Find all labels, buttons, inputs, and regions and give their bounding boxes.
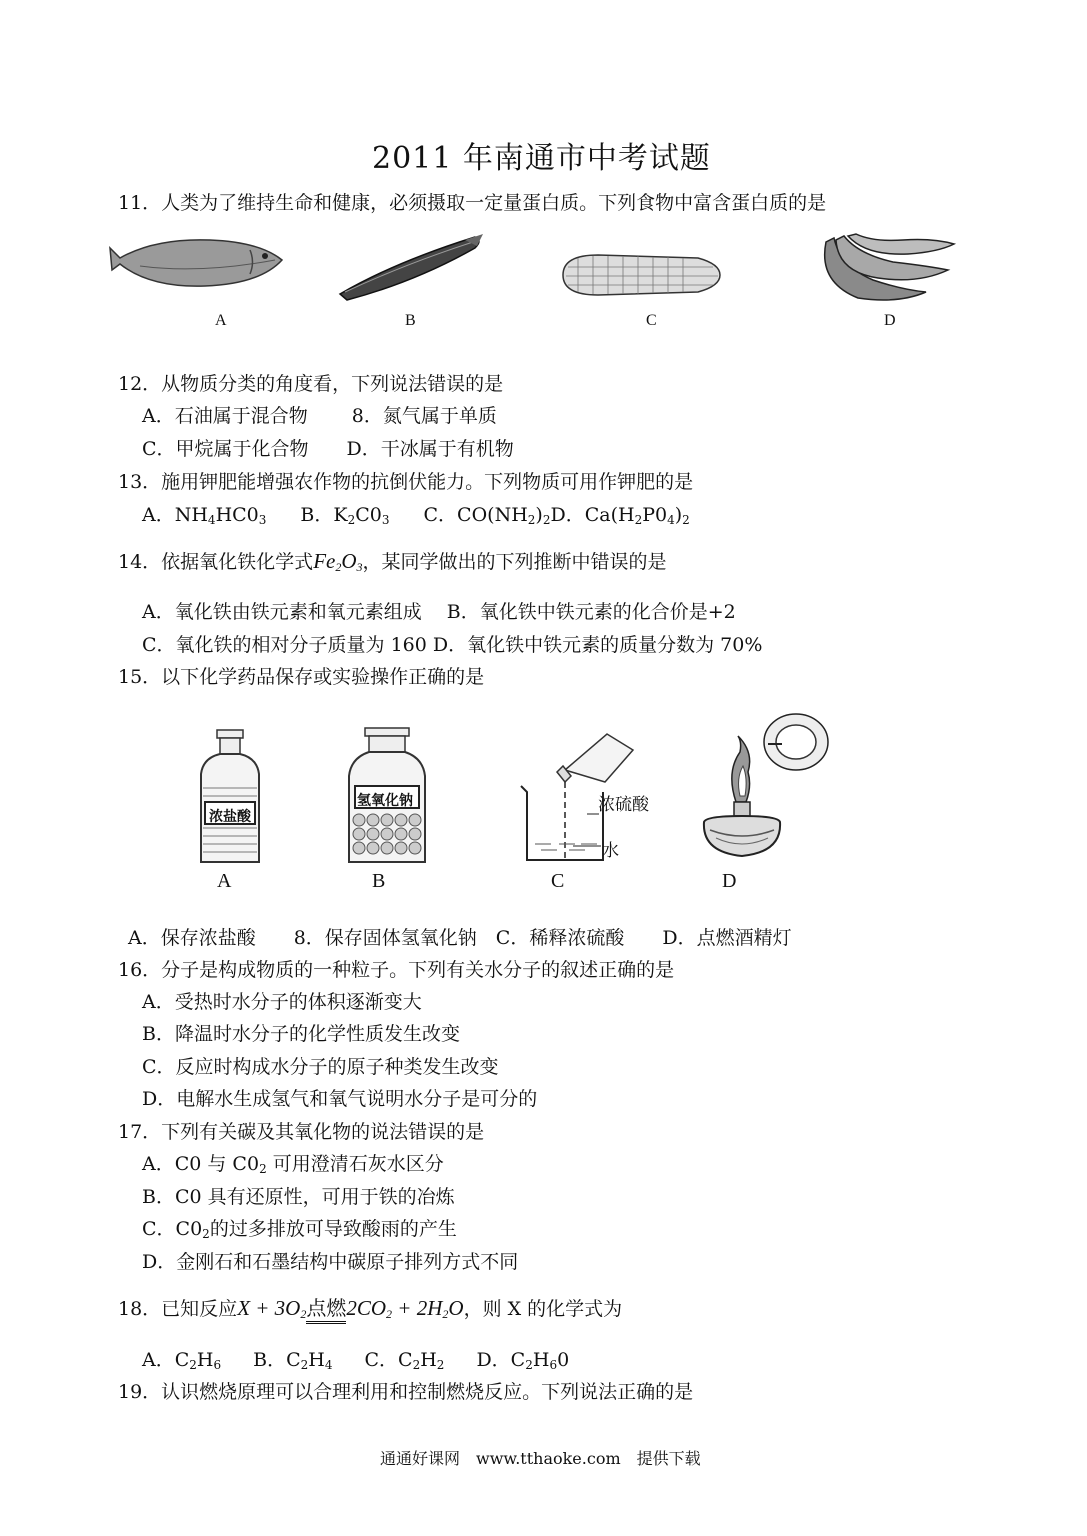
question-18-options: A．$C_2H_6$ B．$C_2H_4$ C．$C_2H_2$ D．$C_2H_60$ xyxy=(142,1349,570,1372)
question-16-option-a: A．受热时水分子的体积逐渐变大 xyxy=(142,991,422,1013)
question-14-stem: 14．依据氧化铁化学式$Fe_2O_3$，某同学做出的下列推断中错误的是 xyxy=(118,549,667,574)
question-17-stem: 17．下列有关碳及其氧化物的说法错误的是 xyxy=(118,1121,485,1143)
question-15-options: A．保存浓盐酸 8．保存固体氢氧化钠 C．稀释浓硫酸 D．点燃酒精灯 xyxy=(128,927,792,949)
image-label-d: D xyxy=(884,312,896,329)
question-17-option-b: B．C0 具有还原性，可用于铁的冶炼 xyxy=(142,1186,455,1208)
page-footer: 通通好课网 www.tthaoke.com 提供下载 xyxy=(380,1449,701,1468)
corn-image xyxy=(558,250,723,300)
bottle-a-label: 浓盐酸 xyxy=(209,809,251,825)
question-12-stem: 12．从物质分类的角度看，下列说法错误的是 xyxy=(118,373,504,395)
question-16-option-c: C．反应时构成水分子的原子种类发生改变 xyxy=(142,1056,499,1078)
question-14-options-1: A．氧化铁由铁元素和氧元素组成 B．氧化铁中铁元素的化合价是+2 xyxy=(142,601,736,623)
question-11-stem: 11．人类为了维持生命和健康，必须摄取一定量蛋白质。下列食物中富含蛋白质的是 xyxy=(118,192,827,214)
alcohol-lamp xyxy=(696,712,836,862)
question-19-stem: 19．认识燃烧原理可以合理利用和控制燃烧反应。下列说法正确的是 xyxy=(118,1381,694,1403)
apparatus-label-a: A xyxy=(217,870,232,892)
apparatus-label-b: B xyxy=(372,870,386,892)
question-13-stem: 13．施用钾肥能增强农作物的抗倒伏能力。下列物质可用作钾肥的是 xyxy=(118,471,694,493)
question-13-options: A．$NH_4HC0_3$ B．$K_2C0_3$ C．$CO(NH_2)_2D$．$Ca(H_2P0_4)_2$ xyxy=(142,504,690,527)
question-15-stem: 15．以下化学药品保存或实验操作正确的是 xyxy=(118,666,485,688)
apparatus-label-d: D xyxy=(722,870,737,892)
acid-label: 浓硫酸 xyxy=(598,795,649,815)
eggplant-image xyxy=(335,232,485,302)
apparatus-label-c: C xyxy=(551,870,565,892)
question-17-option-c: C．$C0_2$的过多排放可导致酸雨的产生 xyxy=(142,1218,457,1241)
image-label-c: C xyxy=(646,312,657,329)
question-14-options-2: C．氧化铁的相对分子质量为 160 D．氧化铁中铁元素的质量分数为 70% xyxy=(142,634,763,656)
question-18-stem: 18．已知反应$X + 3O_2$点燃$2CO_2 + 2H_2O$，则 X 的化学式为 xyxy=(118,1292,622,1321)
question-16-option-b: B．降温时水分子的化学性质发生改变 xyxy=(142,1023,460,1045)
question-16-stem: 16．分子是构成物质的一种粒子。下列有关水分子的叙述正确的是 xyxy=(118,959,675,981)
image-label-a: A xyxy=(215,312,227,329)
question-12-options-2: C．甲烷属于化合物 D．干冰属于有机物 xyxy=(142,438,514,460)
image-label-b: B xyxy=(405,312,416,329)
question-12-options-1: A．石油属于混合物 8．氮气属于单质 xyxy=(142,405,497,427)
reagent-bottle-a xyxy=(195,728,265,864)
fish-image xyxy=(110,230,285,300)
question-17-option-d: D．金刚石和石墨结构中碳原子排列方式不同 xyxy=(142,1251,519,1273)
question-16-option-d: D．电解水生成氢气和氧气说明水分子是可分的 xyxy=(142,1088,538,1110)
banana-image xyxy=(818,232,958,304)
bottle-b-label: 氢氧化钠 xyxy=(357,793,413,809)
page-title: 2011 年南通市中考试题 xyxy=(372,141,711,176)
question-17-option-a: A．C0 与 $C0_2$ 可用澄清石灰水区分 xyxy=(142,1153,444,1176)
water-label: 水 xyxy=(602,841,619,861)
